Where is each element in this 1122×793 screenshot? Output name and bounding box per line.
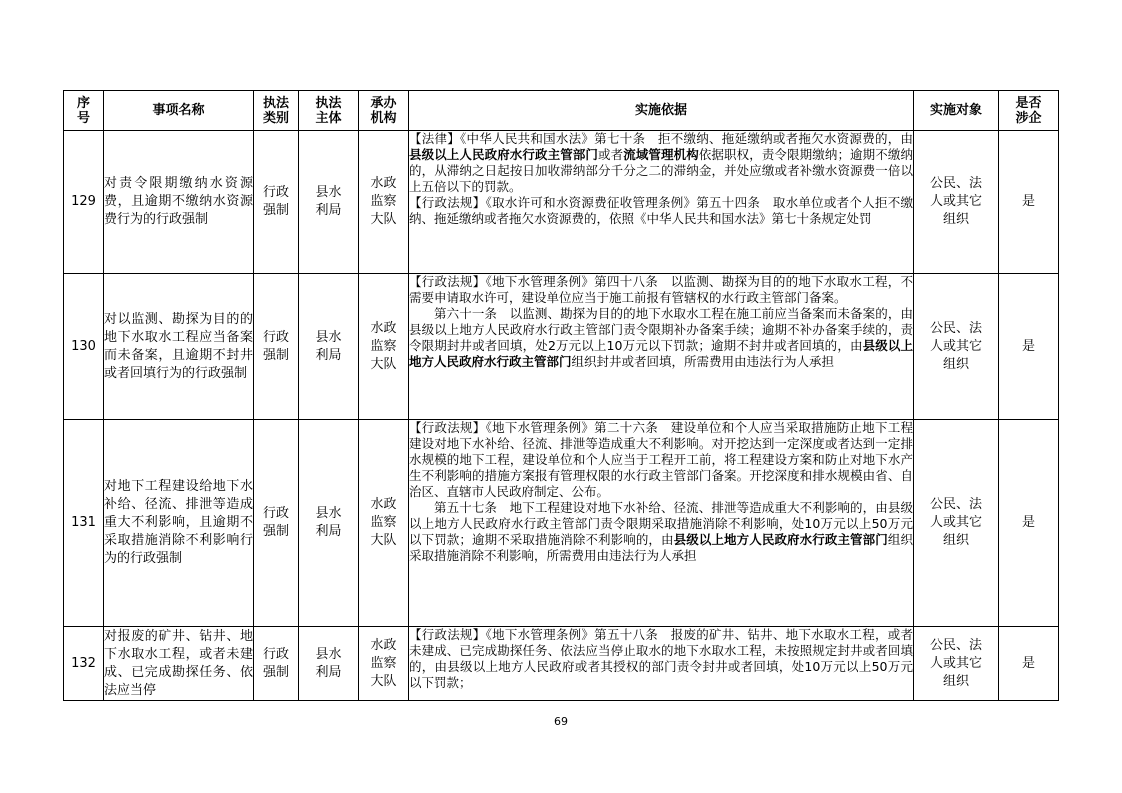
- table-row: [64, 131, 1059, 274]
- basis-text: 第六十一条 以监测、勘探为目的的地下水取水工程在施工前应当备案而未备案的，由县级以上地方人民政府水行政主管部门责令限期补办备案手续；逾期不补办备案手续的，责令限期封井或者回填，处2万元以上10万元以下罚款；逾期不封井或者回填的，由: [409, 306, 913, 353]
- basis-paragraph: [409, 500, 913, 564]
- basis-text: 组织封井或者回填，所需费用由违法行为人承担: [571, 354, 835, 369]
- basis-emphasis: 县级以上地方人民政府水行政主管部门: [409, 338, 913, 369]
- basis-text: 组织采取措施消除不利影响，所需费用由违法行为人承担: [409, 532, 913, 563]
- row-item-name: 对以监测、勘探为目的的地下水取水工程应当备案而未备案，且逾期不封井或者回填行为的行政强制: [104, 274, 254, 420]
- row-type: 行政强制: [254, 627, 299, 701]
- basis-text: 第五十七条 地下工程建设对地下水补给、径流、排泄等造成重大不利影响的，由县级以上地方人民政府水行政主管部门责令限期采取措施消除不利影响，处10万元以上50万元以下罚款；逾期不采取措施消除不利影响的，由: [409, 500, 913, 547]
- row-target: 公民、法人或其它组织: [914, 131, 999, 274]
- row-enterprise: 是: [999, 420, 1059, 627]
- row-type: 行政强制: [254, 420, 299, 627]
- row-item-name: 对责令限期缴纳水资源费，且逾期不缴纳水资源费行为的行政强制: [104, 131, 254, 274]
- row-type: 行政强制: [254, 131, 299, 274]
- header-name: 事项名称: [104, 91, 254, 131]
- header-subject: 执法主体: [299, 91, 359, 131]
- row-enterprise: 是: [999, 627, 1059, 701]
- row-enterprise: 是: [999, 274, 1059, 420]
- basis-emphasis: 县级以上地方人民政府水行政主管部门: [673, 532, 888, 547]
- row-org: 水政监察大队: [359, 420, 409, 627]
- row-enterprise: 是: [999, 131, 1059, 274]
- basis-paragraph: [409, 195, 913, 227]
- basis-text: 【行政法规】《地下水管理条例》第五十八条 报废的矿井、钻井、地下水取水工程，或者未建成、已完成勘探任务、依法应当停止取水的地下水取水工程，未按照规定封井或者回填的，由县级以上地方人民政府或者其授权的部门责令封井或者回填，处10万元以上50万元以下罚款；: [409, 627, 913, 690]
- table-row: [64, 420, 1059, 627]
- row-subject: 县水利局: [299, 274, 359, 420]
- basis-text: 依据职权，责令限期缴纳；逾期不缴纳的，从滞纳之日起按日加收滞纳部分千分之二的滞纳金，并处应缴或者补缴水资源费一倍以上五倍以下的罚款。: [409, 147, 913, 194]
- basis-text: 【行政法规】《地下水管理条例》第二十六条 建设单位和个人应当采取措施防止地下工程建设对地下水补给、径流、排泄等造成重大不利影响。对开挖达到一定深度或者达到一定排水规模的地下工程，建设单位和个人应当于工程开工前，将工程建设方案和防止对地下水产生不利影响的措施方案报有管理权限的水行政主管部门备案。开挖深度和排水规模由省、自治区、直辖市人民政府制定、公布。: [409, 420, 913, 499]
- row-type: 行政强制: [254, 274, 299, 420]
- row-basis: [409, 420, 914, 627]
- page-number: 69: [554, 715, 568, 728]
- header-basis: 实施依据: [409, 91, 914, 131]
- table-header-row: [64, 91, 1059, 131]
- row-org: 水政监察大队: [359, 131, 409, 274]
- row-target: 公民、法人或其它组织: [914, 627, 999, 701]
- basis-paragraph: [409, 131, 913, 195]
- basis-paragraph: [409, 274, 913, 306]
- table-row: [64, 274, 1059, 420]
- header-type: 执法类别: [254, 91, 299, 131]
- row-target: 公民、法人或其它组织: [914, 274, 999, 420]
- row-seq: 131: [64, 420, 104, 627]
- row-item-name: 对报废的矿井、钻井、地下水取水工程，或者未建成、已完成勘探任务、依法应当停: [104, 627, 254, 701]
- row-target: 公民、法人或其它组织: [914, 420, 999, 627]
- row-subject: 县水利局: [299, 131, 359, 274]
- enforcement-table: [63, 90, 1059, 701]
- table-row: [64, 627, 1059, 701]
- header-target: 实施对象: [914, 91, 999, 131]
- basis-emphasis: 县级以上人民政府水行政主管部门: [409, 147, 599, 162]
- header-seq: 序号: [64, 91, 104, 131]
- basis-text: 【行政法规】《取水许可和水资源费征收管理条例》第五十四条 取水单位或者个人拒不缴纳、拖延缴纳或者拖欠水资源费的，依照《中华人民共和国水法》第七十条规定处罚: [409, 195, 913, 226]
- row-seq: 129: [64, 131, 104, 274]
- basis-paragraph: [409, 306, 913, 370]
- basis-text: 或者: [598, 147, 624, 162]
- basis-emphasis: 流域管理机构: [623, 147, 699, 162]
- header-org: 承办机构: [359, 91, 409, 131]
- row-subject: 县水利局: [299, 627, 359, 701]
- header-enterprise: 是否涉企: [999, 91, 1059, 131]
- basis-text: 【行政法规】《地下水管理条例》第四十八条 以监测、勘探为目的的地下水取水工程，不需要申请取水许可，建设单位应当于施工前报有管辖权的水行政主管部门备案。: [409, 274, 913, 305]
- row-basis: [409, 274, 914, 420]
- row-seq: 130: [64, 274, 104, 420]
- basis-text: 【法律】《中华人民共和国水法》第七十条 拒不缴纳、拖延缴纳或者拖欠水资源费的，由: [409, 131, 913, 146]
- row-seq: 132: [64, 627, 104, 701]
- row-org: 水政监察大队: [359, 274, 409, 420]
- row-basis: [409, 627, 914, 701]
- row-basis: [409, 131, 914, 274]
- row-item-name: 对地下工程建设给地下水补给、径流、排泄等造成重大不利影响，且逾期不采取措施消除不利影响行为的行政强制: [104, 420, 254, 627]
- row-subject: 县水利局: [299, 420, 359, 627]
- basis-paragraph: [409, 627, 913, 691]
- basis-paragraph: [409, 420, 913, 500]
- row-org: 水政监察大队: [359, 627, 409, 701]
